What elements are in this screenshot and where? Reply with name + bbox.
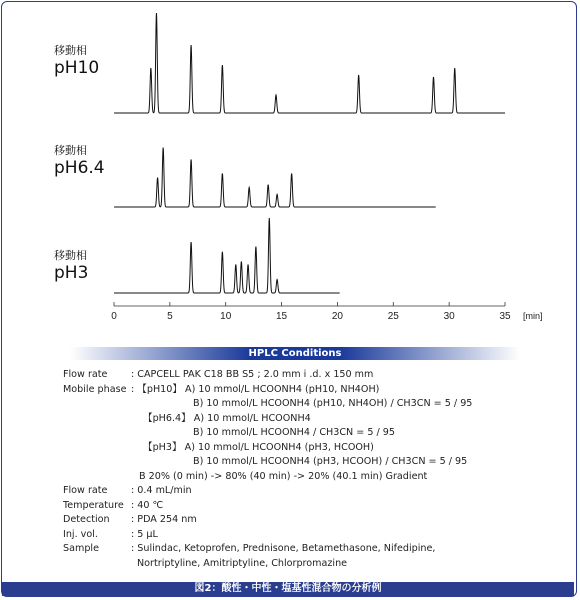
ph-label: pH6.4 (54, 158, 105, 178)
mobile-phase-label: 移動相 (54, 44, 87, 57)
x-tick-label: 25 (387, 311, 399, 322)
mobile-phase-label: 移動相 (54, 144, 87, 157)
trace-label-ph10 (54, 42, 99, 78)
condition-key: Sample (63, 543, 99, 554)
hplc-conditions-bar (70, 347, 520, 360)
x-axis-label: [min] (523, 311, 543, 321)
condition-value: 【pH3】 A) 10 mmol/L HCOONH4 (pH3, HCOOH) (143, 441, 374, 453)
condition-value: B) 10 mmol/L HCOONH4 (pH10, NH4OH) / CH3CN = 5 / 95 (193, 398, 473, 409)
chromatogram-trace-pH3 (114, 218, 340, 293)
trace-label-ph64 (54, 142, 105, 178)
chromatogram-trace-pH64 (114, 148, 436, 208)
condition-value: : CAPCELL PAK C18 BB S5 ; 2.0 mm i .d. x 150 mm (131, 369, 374, 380)
condition-value: : 5 μL (131, 528, 158, 540)
condition-value: B) 10 mmol/L HCOONH4 / CH3CN = 5 / 95 (193, 427, 395, 438)
condition-key: Flow rate (63, 369, 108, 380)
chromatogram-trace-pH10 (114, 13, 505, 113)
x-tick-label: 10 (220, 311, 232, 322)
x-tick-label: 30 (443, 311, 455, 322)
condition-value: : 0.4 mL/min (131, 485, 192, 496)
mobile-phase-label: 移動相 (54, 249, 87, 262)
ph-label: pH3 (54, 263, 89, 283)
hplc-conditions-title: HPLC Conditions (248, 348, 342, 359)
x-tick-label: 5 (167, 311, 173, 322)
trace-label-ph3 (54, 247, 88, 283)
condition-key: Temperature (63, 499, 124, 511)
ph-label: pH10 (54, 58, 100, 78)
condition-key: Flow rate (63, 485, 108, 496)
condition-value: B 20% (0 min) -> 80% (40 min) -> 20% (40.1 min) Gradient (139, 470, 428, 482)
condition-key: Detection (63, 514, 110, 525)
x-tick-label: 35 (499, 311, 511, 322)
condition-key: Mobile phase (63, 383, 127, 395)
x-tick-label: 0 (111, 311, 117, 322)
condition-value: B) 10 mmol/L HCOONH4 (pH3, HCOOH) / CH3CN = 5 / 95 (193, 456, 468, 467)
condition-value: 【pH6.4】 A) 10 mmol/L HCOONH4 (143, 412, 311, 424)
condition-key: Inj. vol. (63, 528, 98, 540)
figure-caption-bar (2, 582, 574, 596)
figure-caption: 図2：酸性・中性・塩基性混合物の分析例 (194, 583, 382, 594)
condition-value: Nortriptyline, Amitriptyline, Chlorpromazine (137, 557, 348, 569)
condition-value: : PDA 254 nm (131, 514, 197, 525)
condition-value: : 40 ℃ (131, 499, 164, 511)
condition-value: : 【pH10】 A) 10 mmol/L HCOONH4 (pH10, NH4OH) (131, 383, 380, 395)
condition-value: : Sulindac, Ketoprofen, Prednisone, Betamethasone, Nifedipine, (131, 543, 436, 554)
x-tick-label: 20 (331, 311, 343, 322)
x-tick-label: 15 (276, 311, 288, 322)
